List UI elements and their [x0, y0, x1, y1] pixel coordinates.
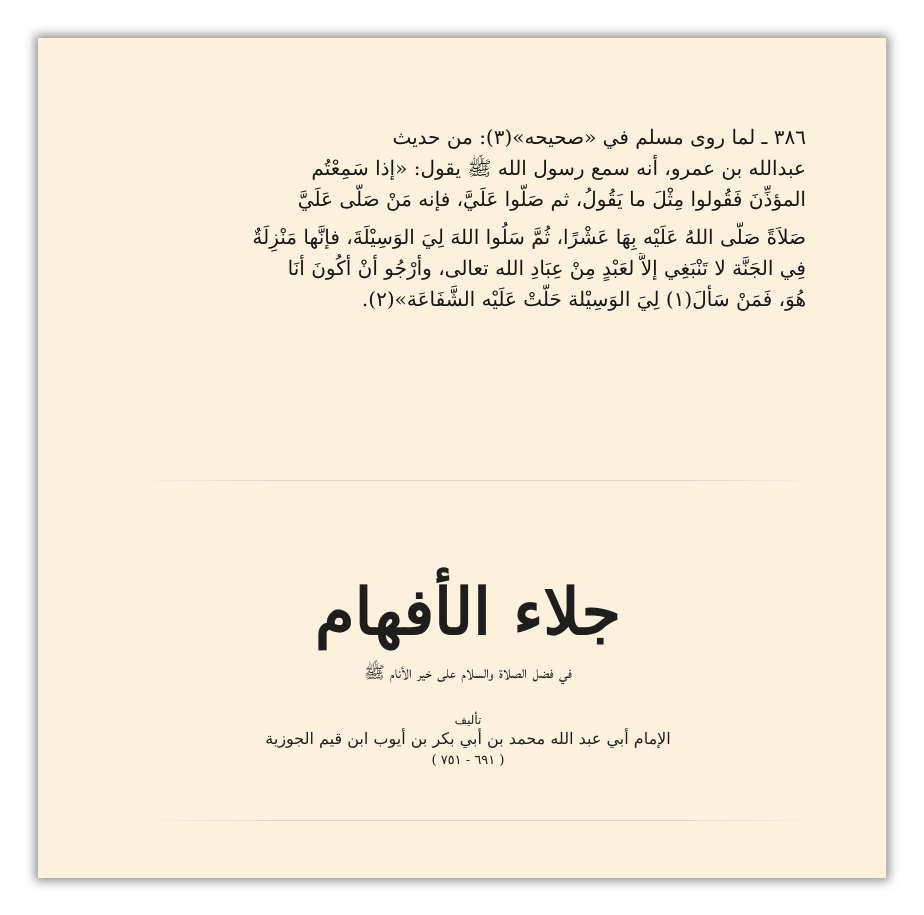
author-label: تأليف [454, 713, 482, 727]
book-cover [188, 548, 748, 770]
author-dates: ( ٦٩١ - ٧٥١ ) [431, 753, 505, 768]
passage-line: عبدالله بن عمرو، أنه سمع رسول الله ﷺ يقول: «إذا سَمِعْتُم [311, 156, 806, 180]
page-frame [38, 38, 886, 878]
book-title: جلاء الأفهام [314, 575, 622, 650]
book-subtitle: في فضل الصلاة والسلام على خير الأنام ﷺ [364, 663, 572, 683]
passage-line: فِي الجَنَّة لا تَنْبَغِي إلاَّ لعَبْدٍ مِنْ عِبَادِ الله تعالى، وأرْجُو أنْ أكُونَ أنَا [287, 256, 806, 280]
passage-line: هُوَ، فَمَنْ سَأَلَ(١) لِيَ الوَسِيْلة حَلَّتْ عَلَيْه الشَّفَاعَة»(٢). [361, 287, 806, 311]
passage-line: صَلاَةً صَلَّى اللهُ عَلَيْه بِهَا عَشْرًا، ثُمَّ سَلُوا اللهَ لِيَ الوَسِيْلَةَ، فإنَّها مَنْزِلَةٌ [252, 225, 806, 249]
author-name: الإمام أبي عبد الله محمد بن أبي بكر بن أيوب ابن قيم الجوزية [265, 729, 671, 748]
hadith-passage [118, 122, 806, 315]
passage-line: المؤذِّنَ فَقُولوا مِثْلَ ما يَقُولُ، ثم صَلُّوا عَلَيَّ، فإنه مَنْ صَلَّى عَلَيَّ [297, 187, 806, 211]
section-divider [133, 480, 823, 481]
bottom-divider [133, 820, 823, 821]
passage-line: ٣٨٦ ـ لما روى مسلم في «صحيحه»(٣): من حديث [392, 125, 806, 149]
